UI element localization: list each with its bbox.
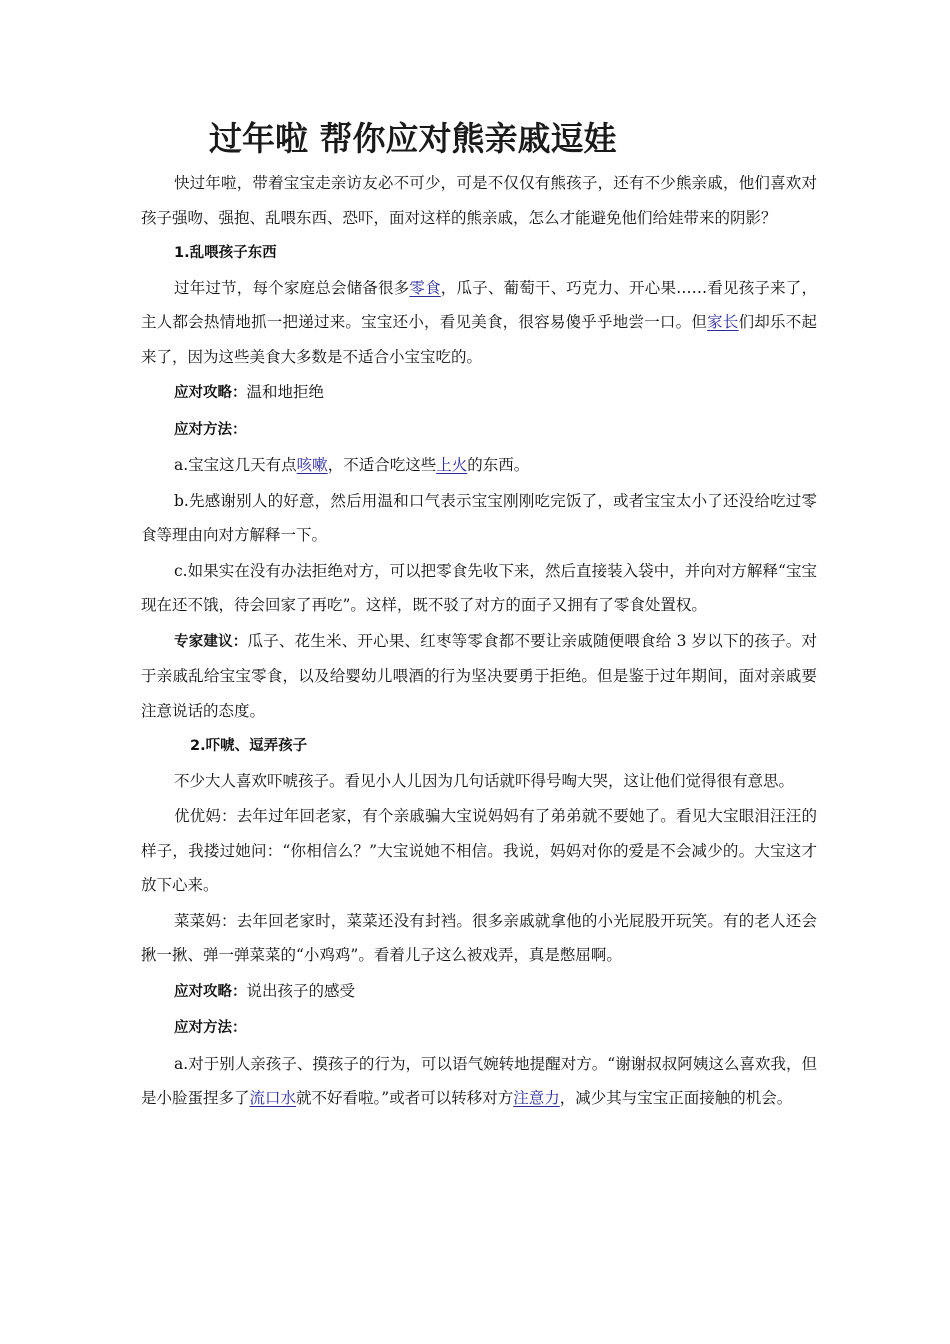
method-c-1: c.如果实在没有办法拒绝对方，可以把零食先收下来，然后直接装入袋中，并向对方解释“宝宝现在还不饿，待会回家了再吃”。这样，既不驳了对方的面子又拥有了零食处置权。 bbox=[141, 561, 817, 614]
method-a-2 bbox=[141, 1047, 817, 1116]
text: a.对于别人亲孩子、摸孩子的行为，可以语气婉转地提醒对方。“谢谢叔叔阿姨这么喜欢我，但是小脸蛋捏多了 bbox=[141, 1054, 817, 1107]
page-title: 过年啦 帮你应对熊亲戚逗娃 bbox=[209, 119, 617, 158]
method-b-1: b.先感谢别人的好意，然后用温和口气表示宝宝刚刚吃完饭了，或者宝宝太小了还没给吃过零食等理由向对方解释一下。 bbox=[141, 491, 817, 544]
text: 过年过节，每个家庭总会储备很多 bbox=[174, 278, 410, 297]
link-attention[interactable]: 注意力 bbox=[513, 1089, 560, 1107]
link-internal-heat[interactable]: 上火 bbox=[436, 456, 468, 474]
section-2-paragraph-2: 优优妈：去年过年回老家，有个亲戚骗大宝说妈妈有了弟弟就不要她了。看见大宝眼泪汪汪的样子，我搂过她问：“你相信么？”大宝说她不相信。我说，妈妈对你的爱是不会减少的。大宝这才放下心来。 bbox=[141, 807, 817, 894]
strategy-text: 说出孩子的感受 bbox=[246, 981, 356, 1000]
link-snacks[interactable]: 零食 bbox=[409, 278, 441, 297]
text: a.宝宝这几天有点 bbox=[174, 456, 297, 474]
expert-text: 瓜子、花生米、开心果、红枣等零食都不要让亲戚随便喂食给 3 岁以下的孩子。对于亲戚乱给宝宝零食，以及给婴幼儿喂酒的行为坚决要勇于拒绝。但是鉴于过年期间，面对亲戚要注意说话的态度。 bbox=[141, 631, 818, 720]
method-line-1 bbox=[141, 412, 817, 448]
strategy-line-1 bbox=[141, 375, 817, 411]
article-body bbox=[141, 166, 817, 1117]
strategy-line-2 bbox=[141, 974, 817, 1010]
text: ，减少其与宝宝正面接触的机会。 bbox=[559, 1089, 793, 1107]
section-2-paragraph-3: 菜菜妈：去年回老家时，菜菜还没有封裆。很多亲戚就拿他的小光屁股开玩笑。有的老人还会揪一揪、弹一弹菜菜的“小鸡鸡”。看着儿子这么被戏弄，真是憋屈啊。 bbox=[141, 911, 817, 964]
expert-advice bbox=[141, 624, 817, 729]
strategy-label: 应对攻略： bbox=[174, 385, 247, 401]
link-drool[interactable]: 流口水 bbox=[249, 1089, 297, 1107]
section-1-paragraph bbox=[141, 271, 817, 375]
method-label: 应对方法： bbox=[174, 1020, 247, 1036]
strategy-text: 温和地拒绝 bbox=[246, 383, 325, 401]
link-cough[interactable]: 咳嗽 bbox=[296, 456, 328, 474]
text: ，瓜子、葡萄干、巧克力、开心果……看见孩子来了，主人都会热情地抓一把递过来。宝宝还小，看见美食，很容易傻乎乎地尝一口。但 bbox=[141, 278, 817, 331]
text: 的东西。 bbox=[467, 456, 530, 474]
method-label: 应对方法： bbox=[174, 421, 247, 438]
intro-paragraph: 快过年啦，带着宝宝走亲访友必不可少，可是不仅仅有熊孩子，还有不少熊亲戚，他们喜欢对孩子强吻、强抱、乱喂东西、恐吓，面对这样的熊亲戚，怎么才能避免他们给娃带来的阴影？ bbox=[141, 174, 817, 227]
method-a-1 bbox=[141, 448, 817, 483]
method-line-2 bbox=[141, 1010, 817, 1046]
text: 们却乐不起来了，因为这些美食大多数是不适合小宝宝吃的。 bbox=[141, 313, 817, 366]
strategy-label: 应对攻略： bbox=[174, 983, 247, 1000]
link-parents[interactable]: 家长 bbox=[707, 313, 739, 331]
section-1-heading: 1.乱喂孩子东西 bbox=[174, 245, 277, 261]
expert-label: 专家建议： bbox=[174, 633, 248, 650]
text: ，不适合吃这些 bbox=[327, 456, 437, 474]
section-2-paragraph-1: 不少大人喜欢吓唬孩子。看见小人儿因为几句话就吓得号啕大哭，这让他们觉得很有意思。 bbox=[174, 771, 795, 790]
section-2-heading: 2.吓唬、逗弄孩子 bbox=[190, 738, 308, 754]
text: 就不好看啦。”或者可以转移对方 bbox=[296, 1089, 514, 1107]
